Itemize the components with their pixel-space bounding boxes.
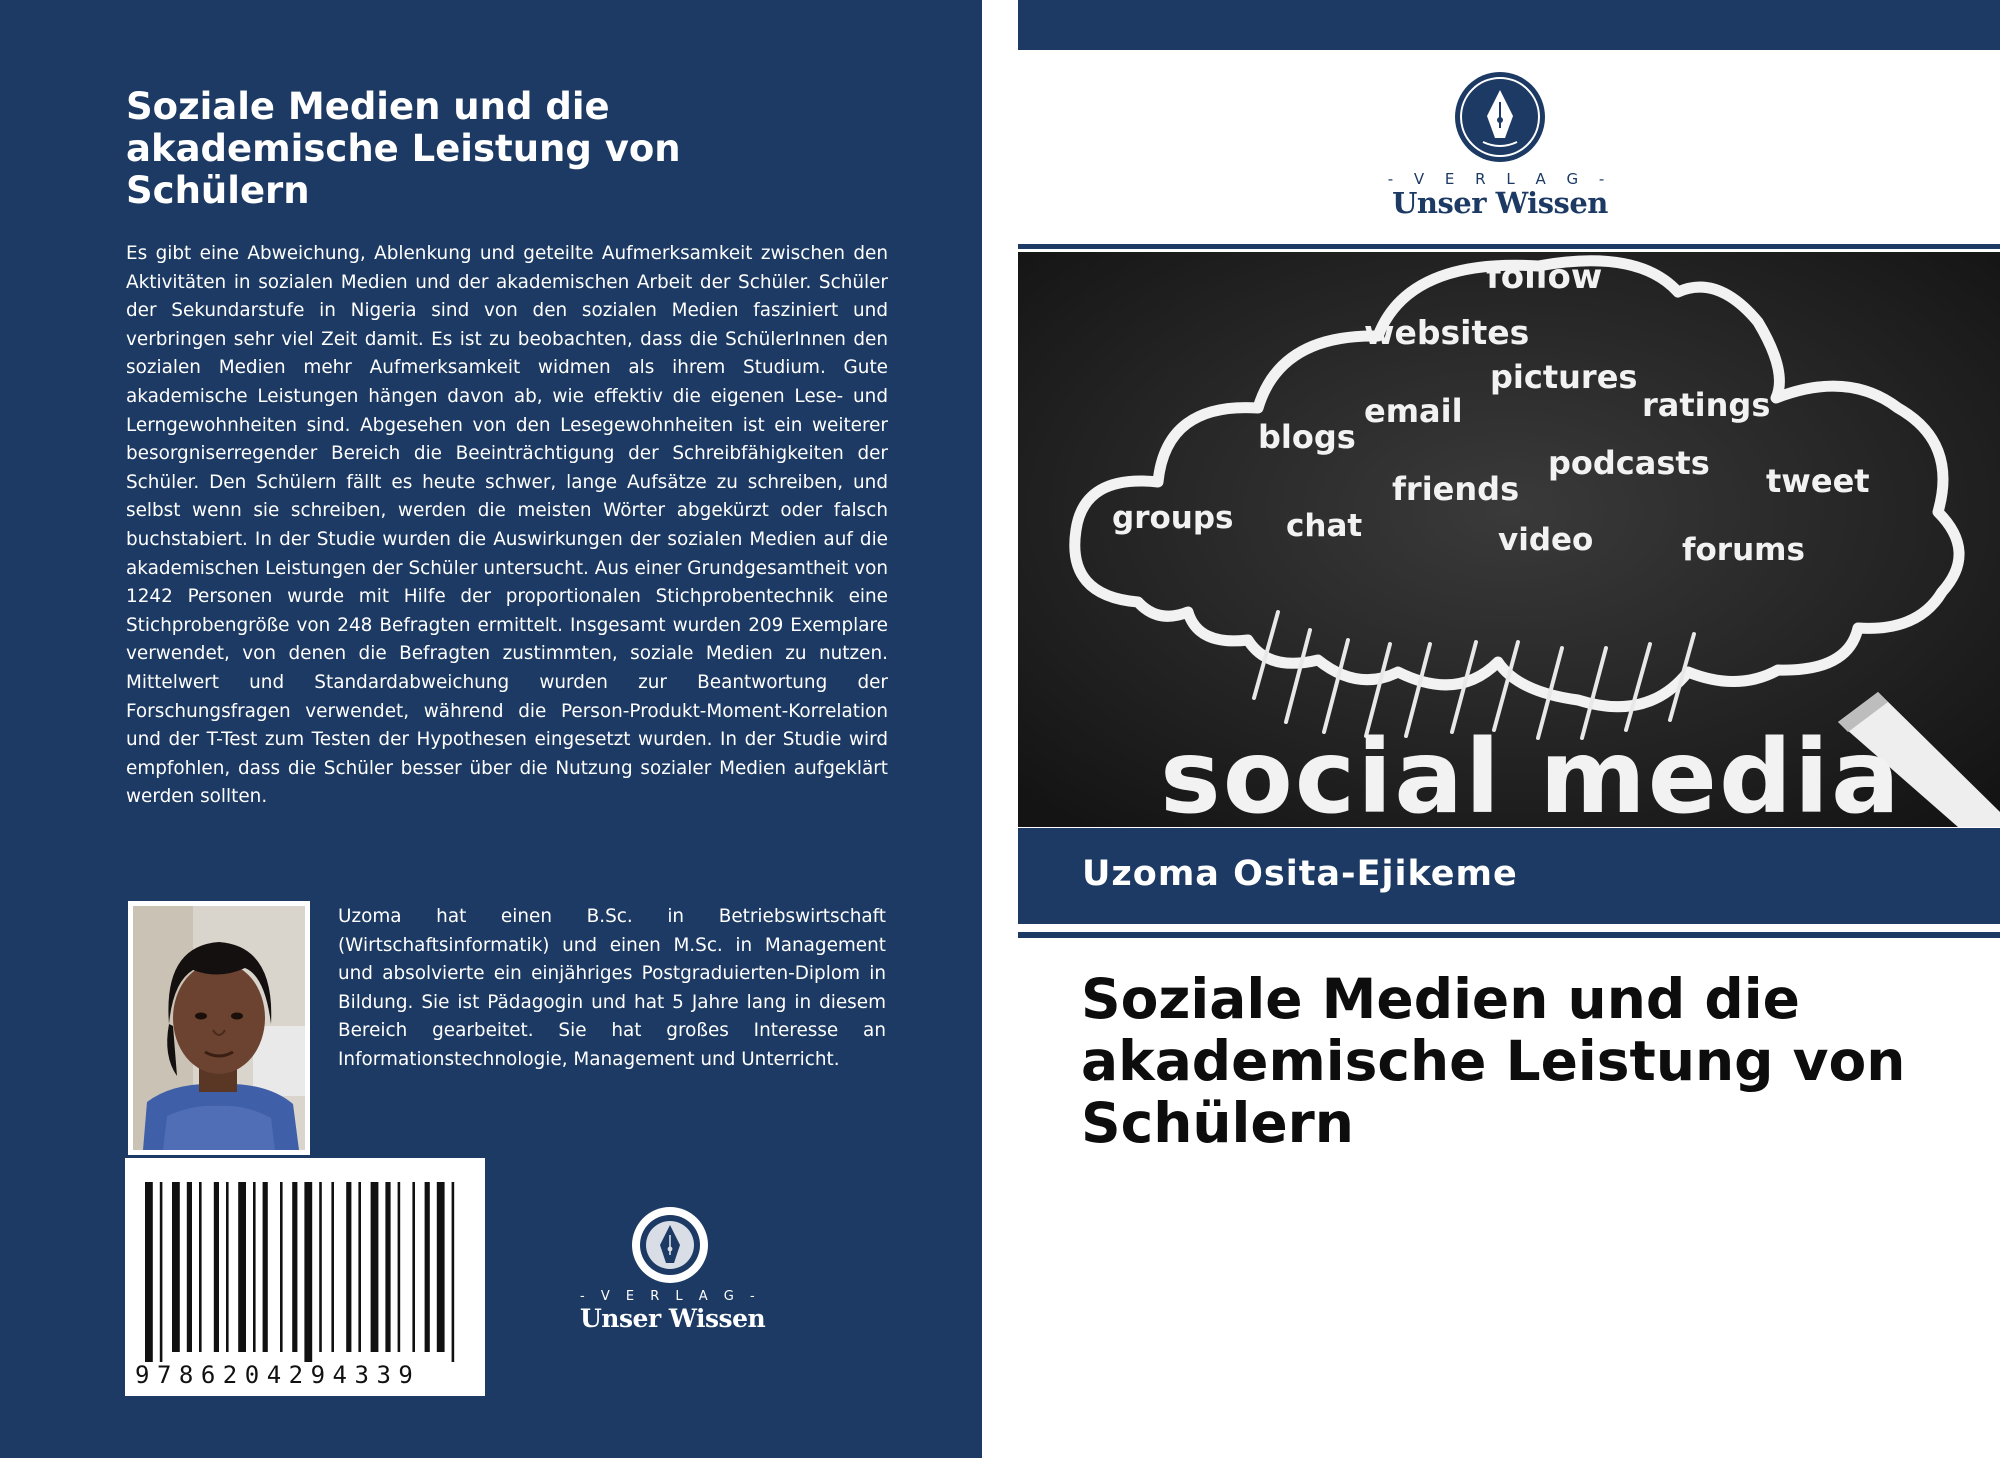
chalk-word: podcasts [1548,444,1710,482]
isbn-barcode [125,1158,485,1396]
front-publisher-name: Unser Wissen [1392,186,1608,220]
fountain-pen-icon [1453,70,1547,164]
front-rule-top [1018,244,2000,249]
chalk-word: friends [1392,470,1520,508]
chalk-word: follow [1486,257,1603,297]
barcode-bar [385,1182,390,1352]
chalkboard-svg [1018,252,2000,827]
barcode-bar [346,1182,351,1352]
author-photo [128,901,310,1155]
chalk-headline: social media [1160,718,1902,827]
chalk-word: websites [1364,313,1530,352]
chalkboard-illustration [1018,252,2000,827]
barcode-bar [214,1182,219,1352]
fountain-pen-seal-icon [630,1205,710,1285]
chalk-word: blogs [1258,418,1356,456]
barcode-bar [452,1182,455,1362]
front-cover-title: Soziale Medien und die akademische Leistung von Schülern [1081,967,1906,1155]
chalk-word: ratings [1642,386,1771,424]
front-top-bar [1018,0,2000,50]
barcode-bars [145,1182,465,1362]
back-cover [0,0,982,1458]
front-publisher-logo [1380,70,1620,230]
back-publisher-name: Unser Wissen [580,1304,766,1333]
barcode-bar [358,1182,361,1352]
chalk-word: chat [1286,508,1363,544]
barcode-bar [187,1182,192,1352]
barcode-bar [160,1182,163,1362]
barcode-bar [226,1182,229,1352]
barcode-bar [238,1182,246,1352]
chalk-word: video [1498,522,1594,558]
barcode-bar [425,1182,430,1352]
barcode-bar [253,1182,256,1352]
spine-gap [982,0,1018,1458]
back-cover-title: Soziale Medien und die akademische Leistung von Schülern [126,85,681,212]
chalk-word: email [1364,392,1463,430]
front-rule-bottom [1018,932,2000,938]
barcode-bar [280,1182,283,1352]
barcode-bar [172,1182,180,1352]
back-verlag-label: - V E R L A G - [580,1289,761,1304]
author-bio: Uzoma hat einen B.Sc. in Betriebswirtschaft (Wirtschaftsinformatik) und einen M.Sc. in Management und absolvierte ein einjähriges Postgraduierten-Diplom in Bildung. Sie ist Pädagogin und hat 5 Jahre lang in diesem Bereich gearbeitet. Sie hat großes Interesse an Informationstechnologie, Management und Unterricht. [338,906,886,1070]
front-verlag-label: - V E R L A G - [1387,170,1613,188]
front-cover [1018,0,2000,1458]
author-portrait-image [133,906,305,1150]
barcode-bar [437,1182,445,1352]
barcode-bar [331,1182,334,1352]
barcode-bar [304,1182,312,1362]
barcode-bar [398,1182,401,1352]
chalk-word: pictures [1490,358,1638,396]
author-band [1018,828,2000,924]
barcode-bar [371,1182,379,1352]
chalk-word: groups [1112,500,1234,536]
chalk-word: tweet [1766,462,1870,500]
author-name: Uzoma Osita-Ejikeme [1082,854,1518,894]
barcode-bar [412,1182,415,1352]
back-publisher-logo [580,1205,766,1335]
barcode-bar [145,1182,153,1362]
back-cover-blurb: Es gibt eine Abweichung, Ablenkung und geteilte Aufmerksamkeit zwischen den Aktivitäten in sozialen Medien und der akademischen Arbeit der Schüler. Schüler der Sekundarstufe in Nigeria sind von den sozialen Medien fasziniert und verbringen sehr viel Zeit damit. Es ist zu beobachten, dass die SchülerInnen den sozialen Medien mehr Aufmerksamkeit widmen als ihrem Studium. Gute akademische Leistungen hängen davon ab, wie effektiv die eigenen Lese- und Lerngewohnheiten sind. Abgesehen von den Lesegewohnheiten ist ein weiterer besorgniserregender Bereich die Beeinträchtigung der Schreibfähigkeiten der Schüler. Den Schülern fällt es heute schwer, lange Aufsätze zu schreiben, und selbst wenn sie schreiben, werden die meisten Wörter abgekürzt oder falsch buchstabiert. In der Studie wurden die Auswirkungen der sozialen Medien auf die akademischen Leistungen der Schüler untersucht. Aus einer Grundgesamtheit von 1242 Personen wurde mit Hilfe der proportionalen Stichprobentechnik eine Stichprobengröße von 248 Befragten ermittelt. Insgesamt wurden 209 Exemplare verwendet, von denen die Befragten zustimmten, soziale Medien zu nutzen. Mittelwert und Standardabweichung wurden zur Beantwortung der Forschungsfragen verwendet, während die Person-Produkt-Moment-Korrelation und der T-Test zum Testen der Hypothesen eingesetzt wurden. In der Studie wird empfohlen, dass die Schüler besser über die Nutzung sozialer Medien aufgeklärt werden sollten. [126,243,888,808]
barcode-bar [292,1182,297,1352]
barcode-bar [263,1182,268,1352]
chalk-word: forums [1682,532,1805,568]
barcode-bar [319,1182,322,1352]
barcode-bar [199,1182,202,1352]
isbn-digits: 9786204294339 [135,1361,421,1389]
